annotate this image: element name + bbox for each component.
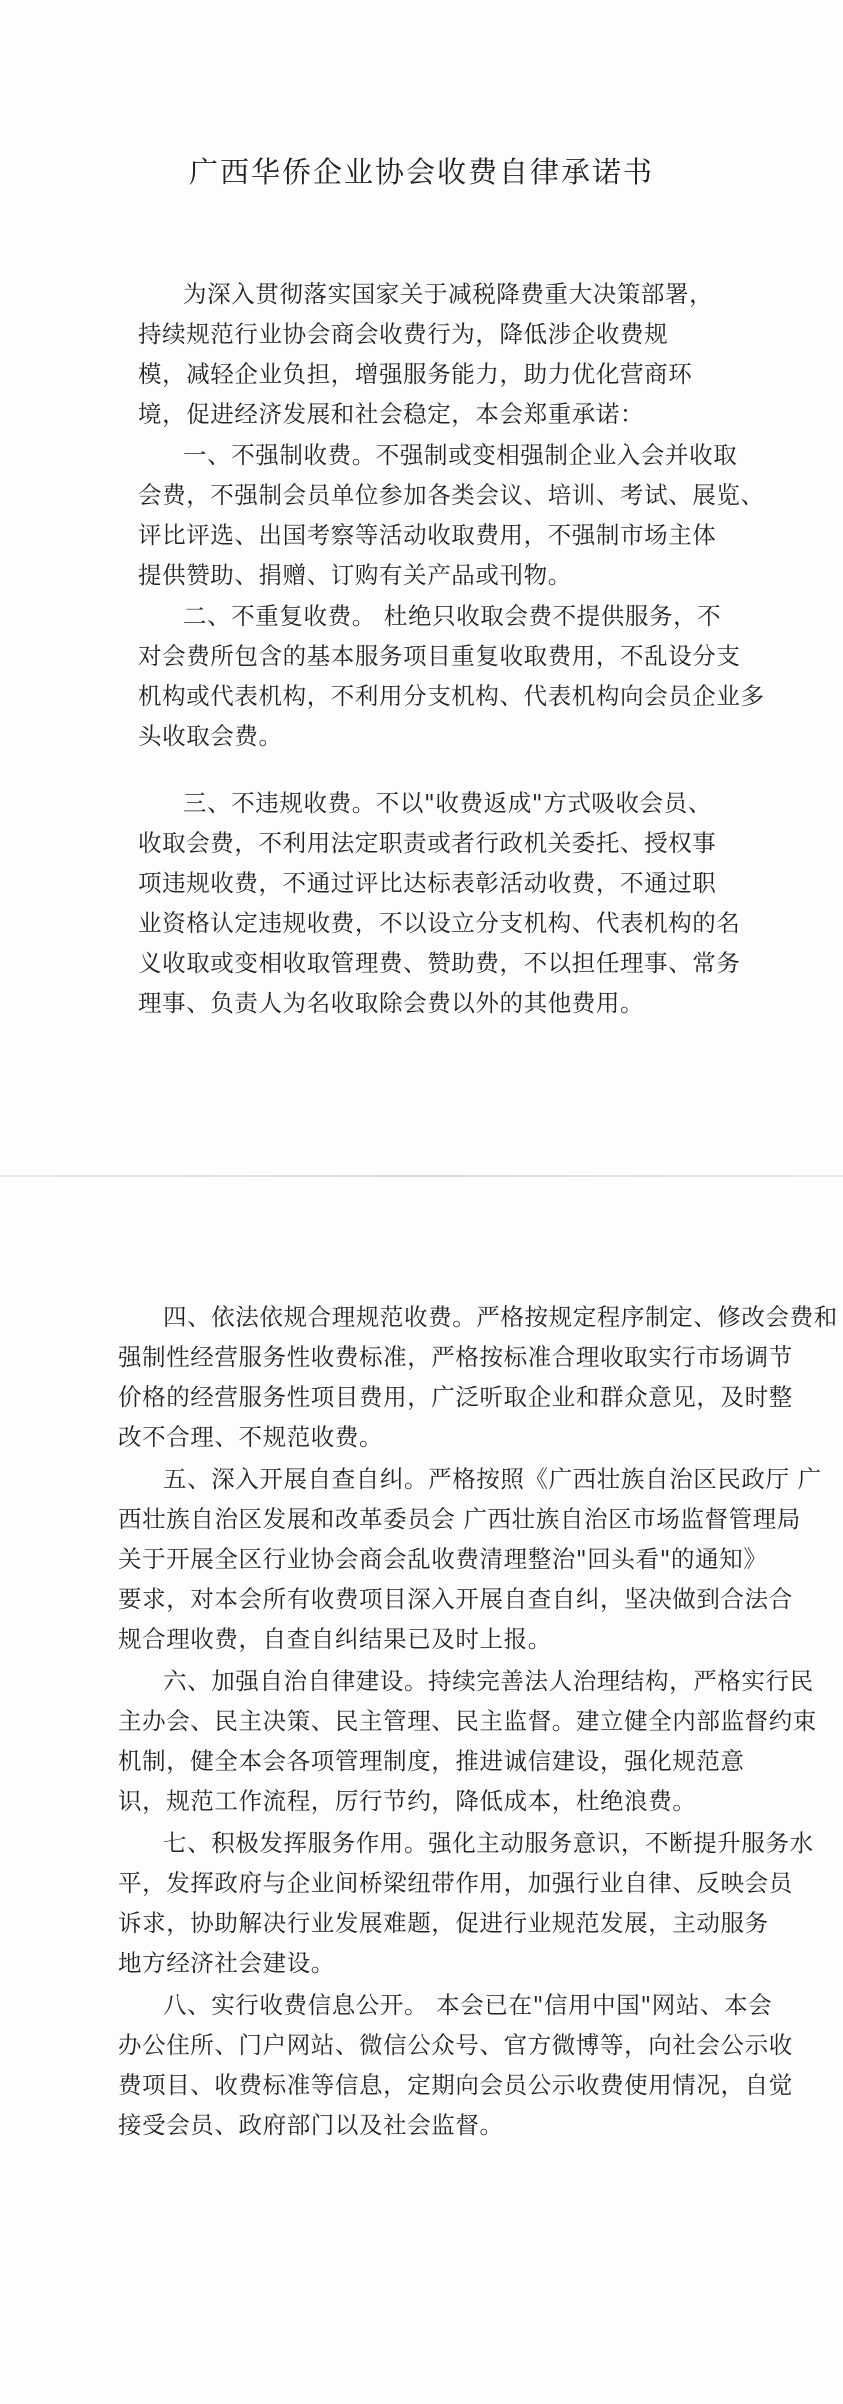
paragraph-line: 要求，对本会所有收费项目深入开展自查自纠，坚决做到合法合 bbox=[118, 1585, 793, 1613]
paragraph-line: 会费，不强制会员单位参加各类会议、培训、考试、展览、 bbox=[138, 481, 765, 509]
paragraph-line: 规合理收费，自查自纠结果已及时上报。 bbox=[118, 1625, 552, 1653]
paragraph-line: 对会费所包含的基本服务项目重复收取费用，不乱设分支 bbox=[138, 642, 741, 670]
paragraph-line: 强制性经营服务性收费标准，严格按标准合理收取实行市场调节 bbox=[118, 1343, 793, 1371]
paragraph-line: 理事、负责人为名收取除会费以外的其他费用。 bbox=[138, 989, 645, 1017]
paragraph-line: 八、实行收费信息公开。 本会已在"信用中国"网站、本会 bbox=[163, 1991, 773, 2019]
paragraph-line: 评比评选、出国考察等活动收取费用，不强制市场主体 bbox=[138, 521, 717, 549]
paragraph-line: 模，减轻企业负担，增强服务能力，助力优化营商环 bbox=[138, 360, 693, 388]
paragraph-line: 六、加强自治自律建设。持续完善法人治理结构，严格实行民 bbox=[163, 1667, 814, 1695]
paragraph-line: 收取会费，不利用法定职责或者行政机关委托、授权事 bbox=[138, 829, 717, 857]
paragraph-line: 价格的经营服务性项目费用，广泛听取企业和群众意见，及时整 bbox=[118, 1383, 793, 1411]
paragraph-line: 二、不重复收费。 杜绝只收取会费不提供服务，不 bbox=[183, 602, 722, 630]
paragraph-line: 费项目、收费标准等信息，定期向会员公示收费使用情况，自觉 bbox=[118, 2071, 793, 2099]
paragraph-line: 持续规范行业协会商会收费行为，降低涉企收费规 bbox=[138, 320, 669, 348]
paragraph-line: 七、积极发挥服务作用。强化主动服务意识，不断提升服务水 bbox=[163, 1829, 814, 1857]
paragraph-line: 关于开展全区行业协会商会乱收费清理整治"回头看"的通知》 bbox=[118, 1545, 768, 1573]
page-divider bbox=[0, 1175, 843, 1177]
paragraph-line: 改不合理、不规范收费。 bbox=[118, 1423, 384, 1451]
paragraph-line: 提供赞助、捐赠、订购有关产品或刊物。 bbox=[138, 561, 572, 589]
paragraph-line: 平，发挥政府与企业间桥梁纽带作用，加强行业自律、反映会员 bbox=[118, 1869, 793, 1897]
paragraph-line: 主办会、民主决策、民主管理、民主监督。建立健全内部监督约束 bbox=[118, 1707, 817, 1735]
paragraph-line: 西壮族自治区发展和改革委员会 广西壮族自治区市场监督管理局 bbox=[118, 1505, 801, 1533]
paragraph-line: 机构或代表机构，不利用分支机构、代表机构向会员企业多 bbox=[138, 682, 765, 710]
paragraph-line: 四、依法依规合理规范收费。严格按规定程序制定、修改会费和 bbox=[163, 1303, 838, 1331]
paragraph-line: 地方经济社会建设。 bbox=[118, 1949, 335, 1977]
document-title: 广西华侨企业协会收费自律承诺书 bbox=[188, 155, 654, 189]
paragraph-line: 为深入贯彻落实国家关于减税降费重大决策部署， bbox=[183, 280, 714, 308]
paragraph-line: 项违规收费，不通过评比达标表彰活动收费，不通过职 bbox=[138, 869, 717, 897]
paragraph-line: 识，规范工作流程，厉行节约，降低成本，杜绝浪费。 bbox=[118, 1787, 697, 1815]
paragraph-line: 义收取或变相收取管理费、赞助费，不以担任理事、常务 bbox=[138, 949, 741, 977]
paragraph-line: 头收取会费。 bbox=[138, 722, 283, 750]
paragraph-line: 诉求，协助解决行业发展难题，促进行业规范发展，主动服务 bbox=[118, 1909, 769, 1937]
paragraph-line: 一、不强制收费。不强制或变相强制企业入会并收取 bbox=[183, 441, 738, 469]
paragraph-line: 三、不违规收费。不以"收费返成"方式吸收会员、 bbox=[183, 789, 712, 817]
paragraph-line: 接受会员、政府部门以及社会监督。 bbox=[118, 2111, 504, 2139]
paragraph-line: 办公住所、门户网站、微信公众号、官方微博等，向社会公示收 bbox=[118, 2031, 793, 2059]
paragraph-line: 境，促进经济发展和社会稳定，本会郑重承诺： bbox=[138, 400, 645, 428]
paragraph-line: 五、深入开展自查自纠。严格按照《广西壮族自治区民政厅 广 bbox=[163, 1465, 822, 1493]
paragraph-line: 机制，健全本会各项管理制度，推进诚信建设，强化规范意 bbox=[118, 1747, 745, 1775]
paragraph-line: 业资格认定违规收费，不以设立分支机构、代表机构的名 bbox=[138, 909, 741, 937]
